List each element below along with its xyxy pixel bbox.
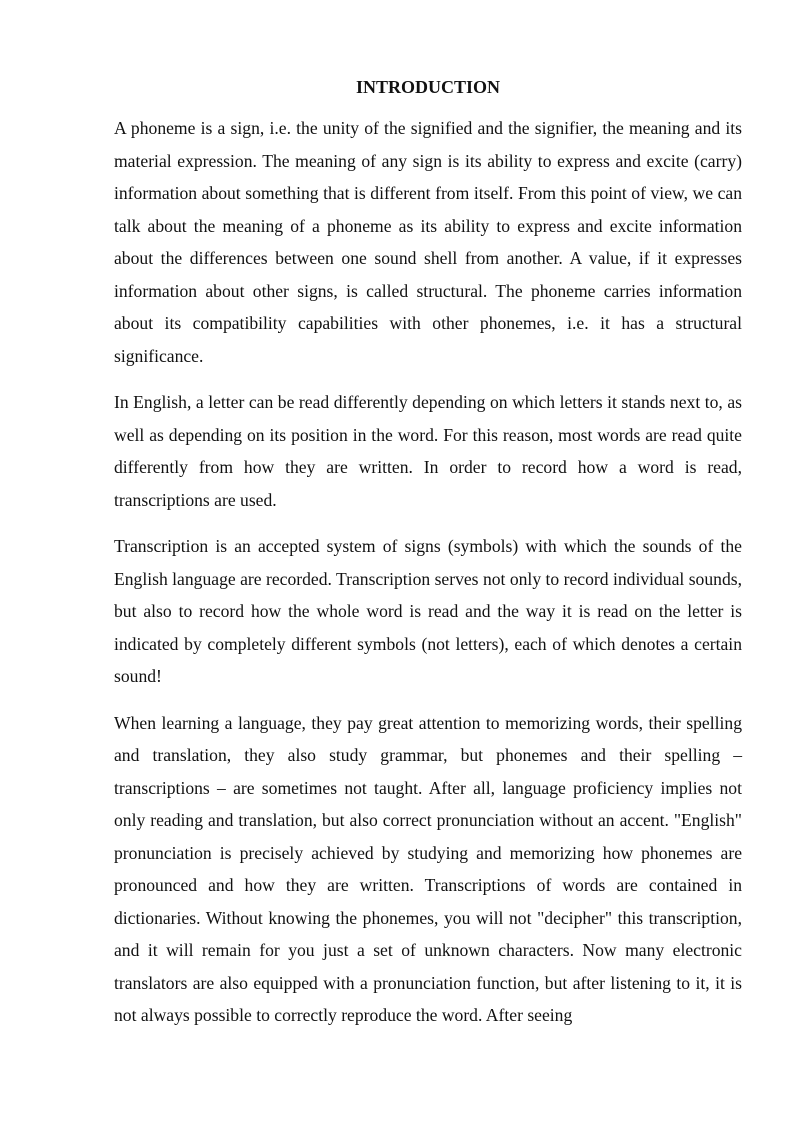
paragraph-phoneme-definition: A phoneme is a sign, i.e. the unity of the signified and the signifier, the meaning and its material expression. The meaning of any sign is its ability to express and excite (carry) information about something that is different from itself. From this point of view, we can talk about the meaning of a phoneme as its ability to express and excite information about the differences between one sound shell from another. A value, if it expresses information about other signs, is called structural. The phoneme carries information about its compatibility capabilities with other phonemes, i.e. it has a structural significance. — [114, 118, 742, 366]
document-page — [114, 76, 742, 1032]
document-title: INTRODUCTION — [355, 77, 501, 97]
paragraph-learning-language: When learning a language, they pay great attention to memorizing words, their spelling and translation, they also study grammar, but phonemes and their spelling – transcriptions – are sometimes not taught. After all, language proficiency implies not only reading and translation, but also correct pronunciation without an accent. "English" pronunciation is precisely achieved by studying and memorizing how phonemes are pronounced and how they are written. Transcriptions of words are contained in dictionaries. Without knowing the phonemes, you will not "decipher" this transcription, and it will remain for you just a set of unknown characters. Now many electronic translators are also equipped with a pronunciation function, but after listening to it, it is not always possible to correctly reproduce the word. After seeing — [114, 712, 742, 1025]
paragraph-transcription: Transcription is an accepted system of signs (symbols) with which the sounds of the English language are recorded. Transcription serves not only to record individual sounds, but also to record how the whole word is read and the way it is read on the letter is indicated by completely different symbols (not letters), each of which denotes a certain sound! — [114, 536, 742, 686]
paragraph-english-reading: In English, a letter can be read differently depending on which letters it stands next to, as well as depending on its position in the word. For this reason, most words are read quite differently from how they are written. In order to record how a word is read, transcriptions are used. — [114, 392, 742, 510]
